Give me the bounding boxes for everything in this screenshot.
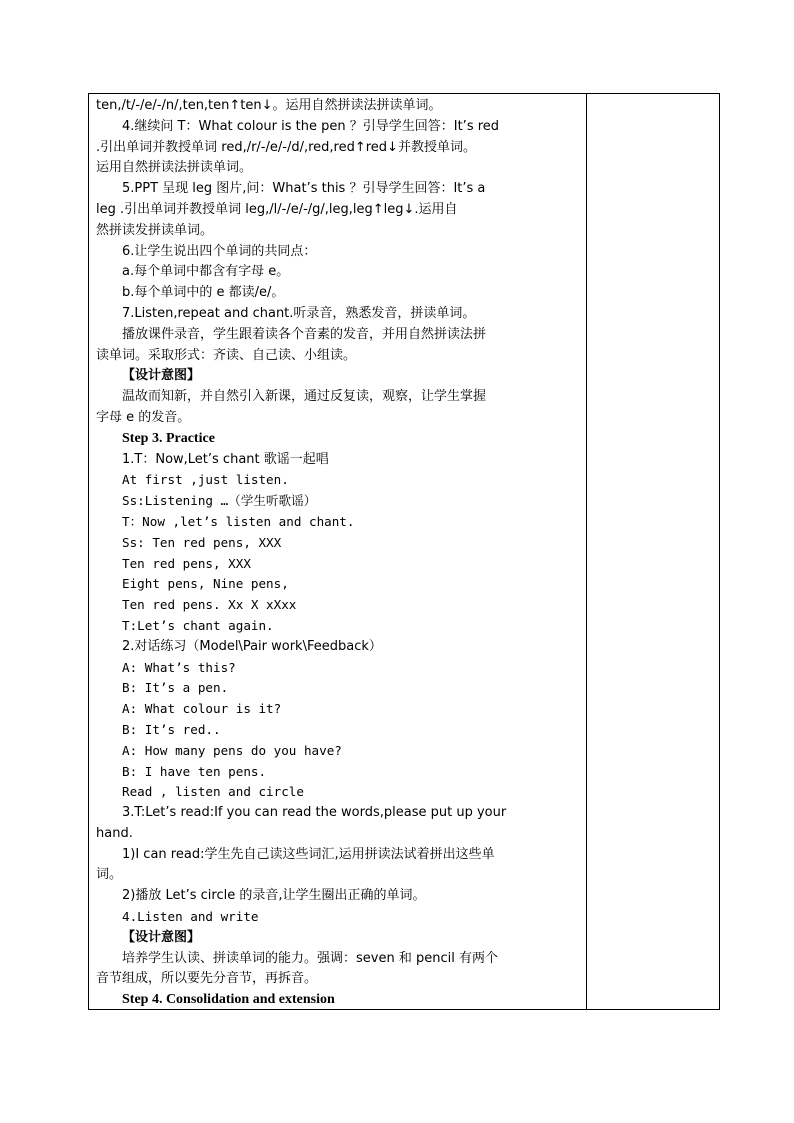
text-line: B: It’s a pen. bbox=[122, 680, 229, 696]
text-line: T：Now ,let’s listen and chant. bbox=[122, 513, 355, 529]
text-line: 1.T：Now,Let’s chant 歌谣一起唱 bbox=[122, 451, 329, 467]
section-heading: 【设计意图】 bbox=[122, 929, 201, 945]
text-line: 2.对话练习（Model\Pair work\Feedback） bbox=[122, 638, 382, 654]
text-line: A: How many pens do you have? bbox=[122, 742, 342, 758]
text-line: B: It’s red.. bbox=[122, 721, 221, 737]
text-line: T:Let’s chant again. bbox=[122, 617, 274, 633]
text-line: 字母 e 的发音。 bbox=[96, 409, 191, 425]
text-line: 1)I can read:学生先自己读这些词汇,运用拼读法试着拼出这些单 bbox=[122, 846, 495, 862]
section-heading: 【设计意图】 bbox=[122, 368, 201, 384]
text-line: Ten red pens, XXX bbox=[122, 555, 251, 571]
text-line: 2)播放 Let’s circle 的录音,让学生圈出正确的单词。 bbox=[122, 888, 426, 904]
text-line: 读单词。采取形式：齐读、自己读、小组读。 bbox=[96, 347, 357, 363]
text-line: Ss:Listening …（学生听歌谣） bbox=[122, 493, 317, 509]
text-line: 5.PPT 呈现 leg 图片,问：What’s this ？引导学生回答：It’s a bbox=[122, 181, 486, 197]
text-line: b.每个单词中的 e 都读/e/。 bbox=[122, 285, 285, 301]
text-line: 音节组成，所以要先分音节，再拆音。 bbox=[96, 971, 318, 987]
text-line: 3.T:Let’s read:If you can read the words,please put up your bbox=[122, 805, 507, 821]
lesson-content-cell bbox=[96, 96, 583, 1011]
text-line: At first ,just listen. bbox=[122, 472, 289, 488]
text-line: 4.继续问 T：What colour is the pen ？引导学生回答：It’s red bbox=[122, 118, 500, 134]
text-line: Eight pens, Nine pens, bbox=[122, 576, 289, 592]
text-line: a.每个单词中都含有字母 e。 bbox=[122, 264, 290, 280]
text-line: 运用自然拼读法拼读单词。 bbox=[96, 160, 253, 176]
text-line: hand. bbox=[96, 825, 133, 841]
text-line: 播放课件录音，学生跟着读各个音素的发音，并用自然拼读法拼 bbox=[122, 326, 487, 342]
text-line: ten,/t/-/e/-/n/,ten,ten↑ten↓。运用自然拼读法拼读单词。 bbox=[96, 98, 442, 113]
text-line: 6.让学生说出四个单词的共同点： bbox=[122, 243, 317, 259]
text-line: 词。 bbox=[96, 867, 123, 883]
lesson-plan-table bbox=[88, 93, 720, 1010]
text-line: B: I have ten pens. bbox=[122, 763, 267, 779]
step-heading: Step 3. Practice bbox=[122, 430, 215, 446]
text-line: 然拼读发拼读单词。 bbox=[96, 222, 214, 238]
text-line: leg .引出单词并教授单词 leg,/l/-/e/-/g/,leg,leg↑leg↓.运用自 bbox=[96, 201, 458, 217]
text-line: .引出单词并教授单词 red,/r/-/e/-/d/,red,red↑red↓并教授单词。 bbox=[96, 139, 476, 155]
text-line: 温故而知新，并自然引入新课，通过反复读，观察，让学生掌握 bbox=[122, 389, 487, 405]
text-line: 4.Listen and write bbox=[122, 909, 259, 925]
text-line: 培养学生认读、拼读单词的能力。强调：seven 和 pencil 有两个 bbox=[122, 950, 498, 966]
text-line: 7.Listen,repeat and chant.听录音，熟悉发音，拼读单词。 bbox=[122, 305, 476, 321]
column-divider bbox=[586, 94, 587, 1009]
text-line: Ss: Ten red pens, XXX bbox=[122, 534, 282, 550]
step-heading: Step 4. Consolidation and extension bbox=[122, 992, 335, 1008]
text-line: A: What colour is it? bbox=[122, 701, 282, 717]
text-line: A: What’s this? bbox=[122, 659, 236, 675]
text-line: Ten red pens. Xx X xXxx bbox=[122, 597, 297, 613]
text-line: Read , listen and circle bbox=[122, 784, 304, 800]
